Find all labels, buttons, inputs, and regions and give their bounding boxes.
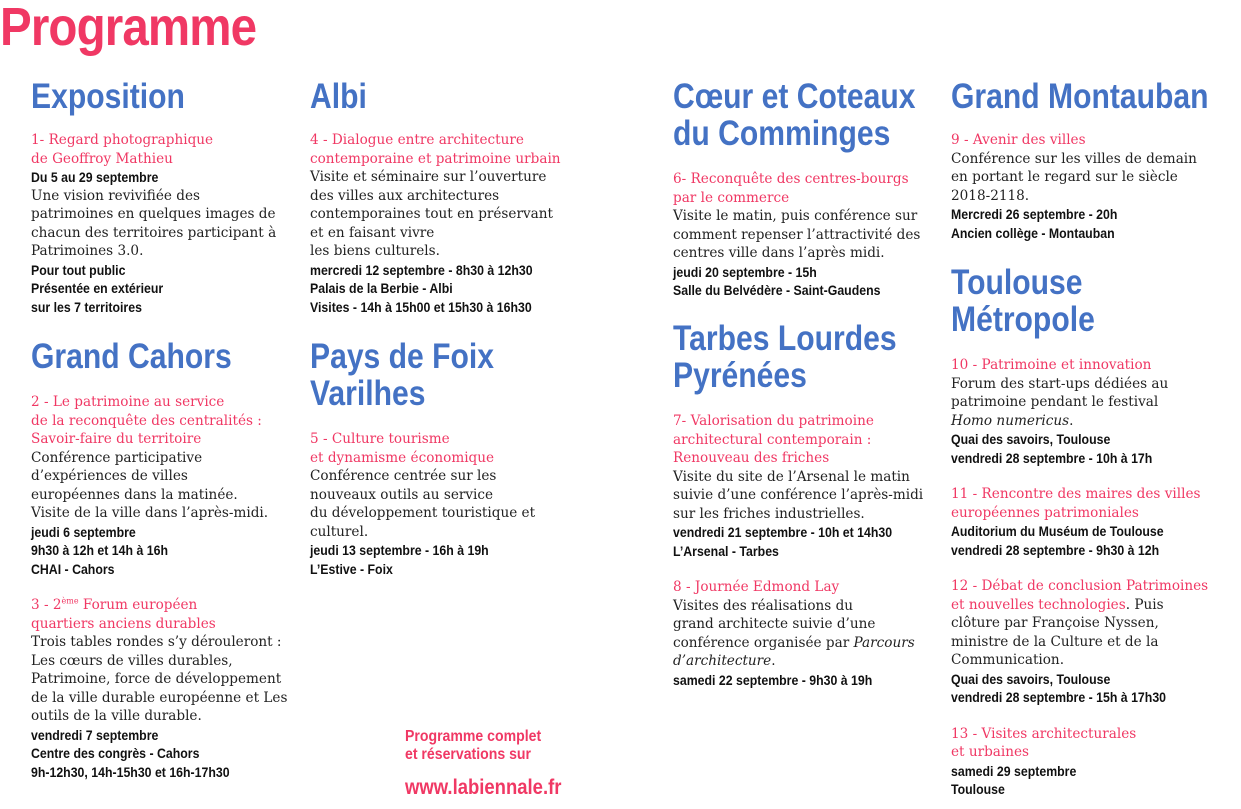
event-info-line: jeudi 13 septembre - 16h à 19h xyxy=(310,542,489,558)
event-desc-line: Homo numericus. xyxy=(951,412,1074,429)
event-desc-line: Visite de la ville dans l’après-midi. xyxy=(31,505,269,521)
event-1 xyxy=(31,131,276,316)
heading-line: Pays de Foix xyxy=(310,337,495,376)
event-9 xyxy=(951,131,1241,242)
event-desc-line: contemporaines tout en préservant xyxy=(310,206,553,222)
event-desc-line: Visite le matin, puis conférence sur xyxy=(673,208,918,224)
event-info-line: Pour tout public xyxy=(31,261,126,278)
event-desc-line: les biens culturels. xyxy=(310,243,440,259)
event-desc-line: Visite du site de l’Arsenal le matin xyxy=(673,468,910,485)
event-desc-line: Une vision revivifiée des xyxy=(31,187,200,204)
event-title-line: Savoir-faire du territoire xyxy=(31,431,202,447)
section-heading-grand-montauban: Grand Montauban xyxy=(951,77,1209,116)
event-desc-line: ministre de la Culture et de la xyxy=(951,633,1159,650)
event-title-line: et nouvelles technologies. Puis xyxy=(951,596,1164,613)
event-info-line: Quai des savoirs, Toulouse xyxy=(951,431,1111,447)
event-12 xyxy=(951,577,1208,707)
heading-line: Varilhes xyxy=(310,374,426,413)
event-info-line: Auditorium du Muséum de Toulouse xyxy=(951,523,1164,539)
event-title-line: Renouveau des friches xyxy=(673,450,830,466)
column-2b xyxy=(310,338,535,578)
event-13 xyxy=(951,725,1208,799)
event-info-line: Ancien collège - Montauban xyxy=(951,224,1115,241)
event-info-line: samedi 29 septembre xyxy=(951,762,1077,779)
event-desc-line: Communication. xyxy=(951,652,1065,668)
section-heading-albi: Albi xyxy=(310,77,367,116)
event-info-line: samedi 22 septembre - 9h30 à 19h xyxy=(673,671,873,688)
heading-line: Métropole xyxy=(951,300,1095,339)
event-desc-line: Conférence sur les villes de demain xyxy=(951,150,1197,167)
event-title-line: 4 - Dialogue entre architecture xyxy=(310,132,524,148)
event-title-line: et urbaines xyxy=(951,744,1030,760)
event-10 xyxy=(951,356,1208,467)
event-desc-line: Visite et séminaire sur l’ouverture xyxy=(310,169,547,185)
event-title-line: 11 - Rencontre des maires des villes xyxy=(951,486,1201,502)
event-desc-line: et en faisant vivre xyxy=(310,224,435,241)
event-desc-line: d’architecture. xyxy=(673,653,776,669)
event-info-line: vendredi 7 septembre xyxy=(31,726,159,743)
heading-line: Pyrénées xyxy=(673,356,807,395)
event-desc-line: centres ville dans l’après midi. xyxy=(673,245,885,261)
event-title-line: par le commerce xyxy=(673,189,790,206)
event-desc-line: Conférence centrée sur les xyxy=(310,468,497,484)
section-heading-tarbes-lourdes xyxy=(673,320,897,394)
event-desc-line: Conférence participative xyxy=(31,449,203,466)
event-title-line: 8 - Journée Edmond Lay xyxy=(673,579,840,595)
event-title-line: et dynamisme économique xyxy=(310,449,495,466)
event-date: Du 5 au 29 septembre xyxy=(31,169,159,185)
event-7 xyxy=(673,412,933,560)
event-info-line: L’Arsenal - Tarbes xyxy=(673,542,779,559)
event-title-line: de la reconquête des centralités : xyxy=(31,412,262,429)
event-info-line: 9h30 à 12h et 14h à 16h xyxy=(31,542,168,558)
event-desc-line: patrimoine pendant le festival xyxy=(951,394,1159,410)
event-desc-line: suivie d’une conférence l’après-midi xyxy=(673,487,924,503)
event-info-line: Salle du Belvédère - Saint-Gaudens xyxy=(673,282,881,298)
footer-line: et réservations sur xyxy=(405,746,532,763)
event-3 xyxy=(31,596,287,781)
heading-line: Tarbes Lourdes xyxy=(673,319,897,358)
event-info-line: 9h-12h30, 14h-15h30 et 16h-17h30 xyxy=(31,763,230,780)
event-info-line: Palais de la Berbie - Albi xyxy=(310,280,453,296)
event-info-line: vendredi 21 septembre - 10h et 14h30 xyxy=(673,524,893,540)
event-info-line: jeudi 20 septembre - 15h xyxy=(673,263,817,280)
event-5 xyxy=(310,430,535,578)
event-info-line: jeudi 6 septembre xyxy=(31,523,136,540)
event-info-line: vendredi 28 septembre - 10h à 17h xyxy=(951,449,1153,466)
event-title-line: 1- Regard photographique xyxy=(31,132,214,148)
event-desc-line: d’expériences de villes xyxy=(31,468,188,484)
section-heading-exposition: Exposition xyxy=(31,77,185,116)
column-2 xyxy=(310,78,563,316)
event-title-line: 6- Reconquête des centres-bourgs xyxy=(673,171,909,187)
column-1b xyxy=(31,338,287,781)
column-4 xyxy=(951,78,1241,242)
event-info-line: Présentée en extérieur xyxy=(31,280,164,296)
event-desc-line: 2018-2118. xyxy=(951,187,1030,204)
event-title-line: 5 - Culture tourisme xyxy=(310,431,450,447)
heading-line: Cœur et Coteaux xyxy=(673,77,916,116)
event-desc-line: Trois tables rondes s’y dérouleront : xyxy=(31,634,282,650)
event-8 xyxy=(673,578,933,689)
event-title-line: 2 - Le patrimoine au service xyxy=(31,394,225,410)
event-desc-line: comment repenser l’attractivité des xyxy=(673,226,921,243)
event-info-line: L’Estive - Foix xyxy=(310,560,393,577)
event-desc-line: chacun des territoires participant à xyxy=(31,224,277,241)
section-heading-pays-de-foix xyxy=(310,338,504,412)
event-info-line: vendredi 28 septembre - 15h à 17h30 xyxy=(951,689,1167,705)
website-link[interactable]: www.labiennale.fr xyxy=(405,776,562,799)
event-title-line: 10 - Patrimoine et innovation xyxy=(951,357,1152,373)
event-info-line: sur les 7 territoires xyxy=(31,298,142,315)
event-info-line: mercredi 12 septembre - 8h30 à 12h30 xyxy=(310,261,533,278)
event-info-line: vendredi 28 septembre - 9h30 à 12h xyxy=(951,541,1160,558)
event-title-line: quartiers anciens durables xyxy=(31,615,216,632)
event-info-line: Centre des congrès - Cahors xyxy=(31,745,200,761)
section-heading-toulouse-metropole xyxy=(951,264,1172,338)
event-desc-line: en portant le regard sur le siècle xyxy=(951,169,1178,185)
event-desc-line: Visites des réalisations du xyxy=(673,597,854,614)
event-desc-line: conférence organisée par Parcours xyxy=(673,634,915,651)
event-title-line: européennes patrimoniales xyxy=(951,504,1139,521)
event-title-line: 7- Valorisation du patrimoine xyxy=(673,413,874,429)
event-desc-line: patrimoines en quelques images de xyxy=(31,206,276,222)
event-desc-line: Patrimoine, force de développement xyxy=(31,671,282,687)
section-heading-grand-cahors: Grand Cahors xyxy=(31,337,232,376)
event-desc-line: nouveaux outils au service xyxy=(310,486,494,503)
event-info-line: Visites - 14h à 15h00 et 15h30 à 16h30 xyxy=(310,298,532,315)
event-info-line: Quai des savoirs, Toulouse xyxy=(951,670,1111,687)
event-desc-line: européennes dans la matinée. xyxy=(31,486,238,503)
event-title-line: 13 - Visites architecturales xyxy=(951,725,1137,742)
event-desc-line: du développement touristique et xyxy=(310,505,536,521)
event-desc-line: Forum des start-ups dédiées au xyxy=(951,375,1169,392)
page-title: Programme xyxy=(0,0,257,57)
event-title-line: contemporaine et patrimoine urbain xyxy=(310,150,561,167)
event-desc-line: Les cœurs de villes durables, xyxy=(31,652,233,669)
footer xyxy=(405,728,583,800)
column-3 xyxy=(673,78,955,300)
column-3b xyxy=(673,320,933,689)
event-info-line: Mercredi 26 septembre - 20h xyxy=(951,206,1118,222)
heading-line: du Comminges xyxy=(673,114,891,153)
event-desc-line: outils de la ville durable. xyxy=(31,708,202,724)
event-title-line: 9 - Avenir des villes xyxy=(951,132,1086,148)
event-11 xyxy=(951,485,1208,559)
section-heading-coeur-coteaux xyxy=(673,78,915,152)
event-desc-line: de la ville durable européenne et Les xyxy=(31,689,288,706)
event-title-line: 12 - Débat de conclusion Patrimoines xyxy=(951,578,1209,594)
event-desc-line: grand architecte suivie d’une xyxy=(673,616,876,632)
event-desc-line: des villes aux architectures xyxy=(310,187,500,204)
event-info-line: Toulouse xyxy=(951,781,1005,797)
column-4b xyxy=(951,264,1208,799)
event-6 xyxy=(673,170,955,300)
event-desc-line: Patrimoines 3.0. xyxy=(31,243,144,259)
heading-line: Toulouse xyxy=(951,263,1083,302)
event-info-line: CHAI - Cahors xyxy=(31,560,115,577)
event-4 xyxy=(310,131,563,316)
event-title-line: de Geoffroy Mathieu xyxy=(31,150,173,167)
column-1 xyxy=(31,78,276,316)
event-2 xyxy=(31,393,287,578)
event-desc-line: clôture par Françoise Nyssen, xyxy=(951,615,1159,631)
event-title-line: 3 - 2ème Forum européen xyxy=(31,596,198,613)
event-desc-line: sur les friches industrielles. xyxy=(673,505,865,522)
event-desc-line: culturel. xyxy=(310,523,369,540)
footer-line: Programme complet xyxy=(405,728,542,745)
event-title-line: architectural contemporain : xyxy=(673,431,872,448)
